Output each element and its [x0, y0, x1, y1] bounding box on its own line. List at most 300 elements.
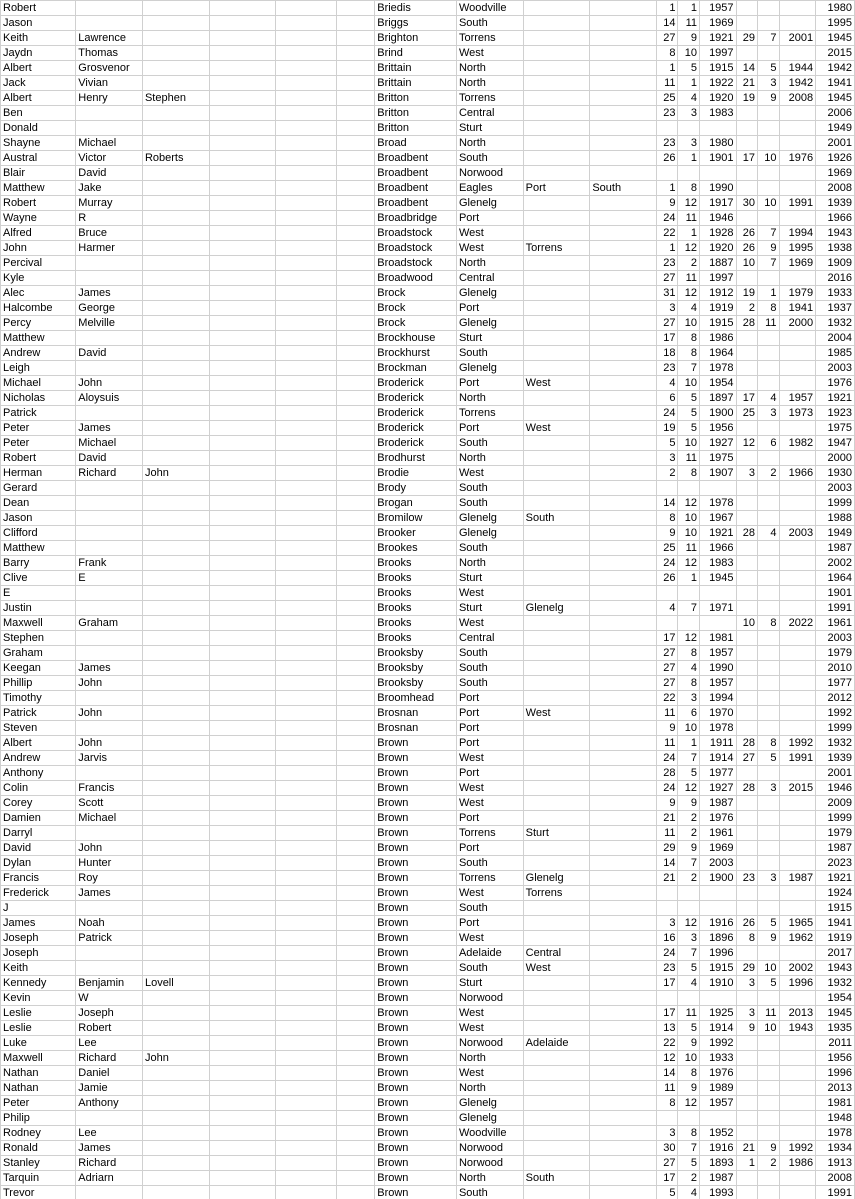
table-cell[interactable]: 8 — [678, 1066, 700, 1081]
table-cell[interactable]: 17 — [656, 331, 678, 346]
table-cell[interactable] — [656, 1111, 678, 1126]
table-cell[interactable] — [758, 661, 780, 676]
table-cell[interactable] — [276, 151, 336, 166]
table-cell[interactable] — [523, 1066, 590, 1081]
table-cell[interactable]: 1976 — [699, 1066, 736, 1081]
table-cell[interactable]: Brock — [375, 316, 457, 331]
table-cell[interactable]: 1971 — [699, 601, 736, 616]
table-cell[interactable] — [142, 1066, 209, 1081]
table-cell[interactable]: Brock — [375, 301, 457, 316]
table-cell[interactable] — [142, 196, 209, 211]
table-cell[interactable] — [736, 376, 758, 391]
table-cell[interactable]: 10 — [736, 616, 758, 631]
table-cell[interactable] — [779, 601, 816, 616]
table-cell[interactable]: 1956 — [699, 421, 736, 436]
table-cell[interactable] — [336, 571, 375, 586]
table-cell[interactable]: 26 — [736, 916, 758, 931]
table-cell[interactable]: West — [523, 376, 590, 391]
table-cell[interactable] — [779, 121, 816, 136]
table-cell[interactable]: Patrick — [1, 406, 76, 421]
table-cell[interactable] — [76, 361, 143, 376]
table-cell[interactable] — [336, 721, 375, 736]
table-cell[interactable]: 12 — [678, 496, 700, 511]
table-cell[interactable] — [142, 706, 209, 721]
table-cell[interactable]: 2 — [678, 871, 700, 886]
table-cell[interactable] — [656, 166, 678, 181]
table-cell[interactable] — [336, 496, 375, 511]
table-cell[interactable]: Brown — [375, 1051, 457, 1066]
table-cell[interactable]: 10 — [758, 1021, 780, 1036]
table-cell[interactable] — [736, 901, 758, 916]
table-cell[interactable] — [209, 766, 276, 781]
table-cell[interactable] — [590, 946, 657, 961]
table-cell[interactable]: 2002 — [816, 556, 855, 571]
table-cell[interactable] — [142, 406, 209, 421]
table-cell[interactable]: 1973 — [779, 406, 816, 421]
table-cell[interactable]: West — [456, 751, 523, 766]
table-row[interactable] — [1, 166, 855, 181]
table-cell[interactable] — [758, 496, 780, 511]
table-cell[interactable]: 3 — [678, 691, 700, 706]
table-cell[interactable] — [779, 796, 816, 811]
table-cell[interactable] — [523, 451, 590, 466]
table-cell[interactable] — [779, 1186, 816, 1199]
table-cell[interactable] — [523, 76, 590, 91]
table-cell[interactable] — [142, 331, 209, 346]
table-cell[interactable] — [758, 1036, 780, 1051]
table-cell[interactable]: 30 — [656, 1141, 678, 1156]
table-cell[interactable] — [523, 661, 590, 676]
table-cell[interactable]: 11 — [758, 316, 780, 331]
table-cell[interactable]: Glenelg — [456, 316, 523, 331]
table-cell[interactable]: 14 — [656, 16, 678, 31]
table-row[interactable] — [1, 226, 855, 241]
table-cell[interactable] — [736, 1066, 758, 1081]
table-cell[interactable] — [276, 826, 336, 841]
table-cell[interactable] — [336, 1156, 375, 1171]
table-cell[interactable]: 9 — [678, 796, 700, 811]
table-cell[interactable]: 1991 — [816, 1186, 855, 1199]
table-cell[interactable] — [758, 1051, 780, 1066]
table-cell[interactable] — [142, 526, 209, 541]
table-cell[interactable]: 9 — [678, 841, 700, 856]
table-cell[interactable] — [142, 1171, 209, 1186]
table-cell[interactable] — [276, 61, 336, 76]
table-cell[interactable]: 30 — [736, 196, 758, 211]
table-cell[interactable]: Norwood — [456, 166, 523, 181]
table-cell[interactable]: 1915 — [699, 316, 736, 331]
table-cell[interactable]: Port — [456, 301, 523, 316]
table-row[interactable] — [1, 271, 855, 286]
table-cell[interactable]: 1947 — [816, 436, 855, 451]
table-cell[interactable]: 1943 — [779, 1021, 816, 1036]
table-cell[interactable]: 17 — [736, 151, 758, 166]
table-cell[interactable] — [209, 841, 276, 856]
table-cell[interactable]: 1961 — [699, 826, 736, 841]
table-cell[interactable] — [656, 586, 678, 601]
table-cell[interactable] — [336, 31, 375, 46]
table-cell[interactable] — [209, 811, 276, 826]
table-cell[interactable] — [209, 91, 276, 106]
table-cell[interactable]: Brown — [375, 946, 457, 961]
table-cell[interactable] — [336, 301, 375, 316]
table-cell[interactable] — [336, 886, 375, 901]
table-cell[interactable] — [209, 631, 276, 646]
table-cell[interactable]: Leslie — [1, 1021, 76, 1036]
table-cell[interactable] — [523, 481, 590, 496]
table-cell[interactable] — [142, 16, 209, 31]
table-cell[interactable]: 11 — [656, 826, 678, 841]
table-cell[interactable]: Central — [523, 946, 590, 961]
table-row[interactable] — [1, 661, 855, 676]
table-cell[interactable] — [276, 916, 336, 931]
table-cell[interactable]: Brooks — [375, 631, 457, 646]
table-cell[interactable]: Brookes — [375, 541, 457, 556]
table-cell[interactable] — [209, 256, 276, 271]
table-cell[interactable]: Port — [456, 766, 523, 781]
table-cell[interactable]: 17 — [656, 976, 678, 991]
table-cell[interactable]: South — [456, 436, 523, 451]
table-cell[interactable] — [142, 736, 209, 751]
table-cell[interactable] — [678, 886, 700, 901]
table-cell[interactable] — [736, 571, 758, 586]
table-cell[interactable] — [758, 601, 780, 616]
table-cell[interactable] — [142, 481, 209, 496]
table-cell[interactable] — [336, 541, 375, 556]
table-cell[interactable]: 1980 — [816, 1, 855, 16]
table-cell[interactable]: 23 — [656, 136, 678, 151]
table-cell[interactable]: South — [456, 856, 523, 871]
table-cell[interactable]: Central — [456, 271, 523, 286]
table-cell[interactable] — [758, 586, 780, 601]
table-cell[interactable] — [523, 406, 590, 421]
table-cell[interactable]: 1915 — [699, 961, 736, 976]
table-cell[interactable] — [779, 841, 816, 856]
table-cell[interactable]: Philip — [1, 1111, 76, 1126]
table-cell[interactable]: Brodhurst — [375, 451, 457, 466]
table-cell[interactable] — [336, 76, 375, 91]
table-cell[interactable] — [736, 556, 758, 571]
table-cell[interactable]: Sturt — [456, 571, 523, 586]
table-cell[interactable] — [590, 661, 657, 676]
table-cell[interactable] — [779, 586, 816, 601]
table-cell[interactable]: Kevin — [1, 991, 76, 1006]
table-cell[interactable] — [523, 541, 590, 556]
table-cell[interactable] — [142, 721, 209, 736]
table-cell[interactable]: 8 — [678, 466, 700, 481]
table-cell[interactable] — [336, 856, 375, 871]
table-cell[interactable]: 1917 — [699, 196, 736, 211]
table-row[interactable] — [1, 1141, 855, 1156]
table-cell[interactable]: 1991 — [779, 196, 816, 211]
table-cell[interactable]: Wayne — [1, 211, 76, 226]
table-cell[interactable]: David — [1, 841, 76, 856]
table-cell[interactable]: Brown — [375, 976, 457, 991]
table-cell[interactable]: 1990 — [699, 181, 736, 196]
table-row[interactable] — [1, 151, 855, 166]
table-cell[interactable]: 9 — [678, 1081, 700, 1096]
table-cell[interactable] — [758, 646, 780, 661]
table-cell[interactable] — [590, 961, 657, 976]
table-cell[interactable] — [523, 346, 590, 361]
table-cell[interactable]: 29 — [736, 31, 758, 46]
table-cell[interactable] — [758, 331, 780, 346]
table-cell[interactable]: Port — [456, 811, 523, 826]
table-cell[interactable]: Torrens — [456, 871, 523, 886]
table-cell[interactable] — [336, 646, 375, 661]
table-cell[interactable]: 1912 — [699, 286, 736, 301]
table-row[interactable] — [1, 1081, 855, 1096]
table-cell[interactable]: Sturt — [456, 331, 523, 346]
table-cell[interactable]: E — [1, 586, 76, 601]
table-cell[interactable] — [336, 1126, 375, 1141]
table-cell[interactable]: Norwood — [456, 1141, 523, 1156]
table-cell[interactable] — [590, 811, 657, 826]
table-cell[interactable] — [276, 796, 336, 811]
table-cell[interactable] — [678, 616, 700, 631]
table-cell[interactable] — [779, 676, 816, 691]
table-cell[interactable] — [209, 526, 276, 541]
table-cell[interactable]: 8 — [656, 46, 678, 61]
table-cell[interactable]: 9 — [678, 31, 700, 46]
table-cell[interactable]: James — [76, 886, 143, 901]
table-cell[interactable]: 8 — [758, 301, 780, 316]
table-cell[interactable] — [209, 451, 276, 466]
table-cell[interactable]: Brown — [375, 766, 457, 781]
table-cell[interactable] — [336, 361, 375, 376]
table-cell[interactable] — [336, 601, 375, 616]
table-row[interactable] — [1, 76, 855, 91]
table-cell[interactable]: 9 — [656, 796, 678, 811]
table-cell[interactable] — [523, 211, 590, 226]
table-cell[interactable]: Kennedy — [1, 976, 76, 991]
table-cell[interactable] — [336, 766, 375, 781]
table-cell[interactable] — [209, 121, 276, 136]
table-cell[interactable]: Henry — [76, 91, 143, 106]
table-cell[interactable] — [736, 451, 758, 466]
table-row[interactable] — [1, 241, 855, 256]
table-cell[interactable] — [590, 976, 657, 991]
table-cell[interactable]: 1992 — [816, 706, 855, 721]
table-cell[interactable]: 23 — [656, 256, 678, 271]
table-row[interactable] — [1, 391, 855, 406]
table-cell[interactable] — [209, 181, 276, 196]
table-cell[interactable]: 1957 — [699, 646, 736, 661]
table-cell[interactable]: James — [1, 916, 76, 931]
table-cell[interactable]: Anthony — [1, 766, 76, 781]
table-cell[interactable] — [779, 136, 816, 151]
table-row[interactable] — [1, 931, 855, 946]
table-cell[interactable] — [209, 826, 276, 841]
table-cell[interactable]: 21 — [736, 76, 758, 91]
table-cell[interactable]: 1980 — [699, 136, 736, 151]
table-cell[interactable]: 19 — [736, 286, 758, 301]
table-cell[interactable] — [523, 856, 590, 871]
table-cell[interactable] — [590, 736, 657, 751]
table-cell[interactable]: 1990 — [699, 661, 736, 676]
table-cell[interactable] — [336, 676, 375, 691]
table-cell[interactable] — [336, 196, 375, 211]
table-cell[interactable] — [142, 346, 209, 361]
table-cell[interactable] — [523, 1141, 590, 1156]
table-cell[interactable]: Brockhouse — [375, 331, 457, 346]
table-cell[interactable] — [209, 856, 276, 871]
table-cell[interactable] — [590, 286, 657, 301]
table-cell[interactable]: 11 — [678, 16, 700, 31]
table-cell[interactable]: Stephen — [142, 91, 209, 106]
table-cell[interactable]: Percy — [1, 316, 76, 331]
table-cell[interactable] — [523, 1126, 590, 1141]
table-cell[interactable]: Brittain — [375, 76, 457, 91]
table-cell[interactable]: Brown — [375, 991, 457, 1006]
table-cell[interactable]: 1 — [656, 61, 678, 76]
table-cell[interactable] — [758, 796, 780, 811]
table-cell[interactable] — [590, 346, 657, 361]
table-cell[interactable] — [142, 991, 209, 1006]
table-cell[interactable] — [678, 901, 700, 916]
table-cell[interactable] — [142, 76, 209, 91]
table-cell[interactable]: 1900 — [699, 871, 736, 886]
table-row[interactable] — [1, 286, 855, 301]
table-cell[interactable]: Brown — [375, 886, 457, 901]
table-cell[interactable] — [736, 181, 758, 196]
table-cell[interactable] — [276, 571, 336, 586]
table-cell[interactable]: Graham — [76, 616, 143, 631]
table-cell[interactable] — [779, 826, 816, 841]
table-cell[interactable]: North — [456, 1051, 523, 1066]
table-cell[interactable]: Robert — [1, 196, 76, 211]
table-cell[interactable] — [336, 1186, 375, 1199]
table-row[interactable] — [1, 436, 855, 451]
table-cell[interactable]: 2 — [736, 301, 758, 316]
table-cell[interactable]: 1975 — [816, 421, 855, 436]
table-cell[interactable]: David — [76, 451, 143, 466]
table-cell[interactable]: 24 — [656, 556, 678, 571]
table-cell[interactable] — [779, 16, 816, 31]
table-cell[interactable] — [336, 1066, 375, 1081]
table-cell[interactable]: 14 — [656, 496, 678, 511]
table-cell[interactable]: Gerard — [1, 481, 76, 496]
table-cell[interactable] — [142, 841, 209, 856]
table-cell[interactable]: Sturt — [456, 601, 523, 616]
table-cell[interactable] — [276, 481, 336, 496]
table-cell[interactable]: Torrens — [456, 91, 523, 106]
table-cell[interactable] — [142, 496, 209, 511]
table-cell[interactable]: 1991 — [779, 751, 816, 766]
table-cell[interactable] — [336, 841, 375, 856]
table-cell[interactable] — [523, 571, 590, 586]
table-cell[interactable] — [656, 616, 678, 631]
table-cell[interactable] — [758, 346, 780, 361]
table-cell[interactable]: West — [456, 241, 523, 256]
table-cell[interactable]: 12 — [678, 241, 700, 256]
table-cell[interactable] — [276, 196, 336, 211]
table-row[interactable] — [1, 571, 855, 586]
table-cell[interactable] — [276, 1051, 336, 1066]
table-cell[interactable] — [209, 721, 276, 736]
table-cell[interactable] — [523, 556, 590, 571]
table-cell[interactable] — [736, 421, 758, 436]
table-cell[interactable]: Brooksby — [375, 661, 457, 676]
table-cell[interactable] — [209, 571, 276, 586]
table-cell[interactable] — [779, 886, 816, 901]
table-cell[interactable] — [779, 1036, 816, 1051]
table-row[interactable] — [1, 211, 855, 226]
table-cell[interactable] — [699, 481, 736, 496]
table-cell[interactable] — [142, 556, 209, 571]
table-cell[interactable]: South — [456, 646, 523, 661]
table-row[interactable] — [1, 856, 855, 871]
table-cell[interactable]: 23 — [656, 961, 678, 976]
table-cell[interactable] — [142, 901, 209, 916]
table-cell[interactable] — [590, 241, 657, 256]
table-cell[interactable]: 2001 — [779, 31, 816, 46]
table-cell[interactable] — [590, 301, 657, 316]
table-cell[interactable]: 10 — [678, 511, 700, 526]
table-cell[interactable] — [336, 661, 375, 676]
table-row[interactable] — [1, 676, 855, 691]
table-cell[interactable]: 8 — [678, 331, 700, 346]
table-cell[interactable] — [142, 1096, 209, 1111]
table-cell[interactable] — [523, 196, 590, 211]
table-row[interactable] — [1, 346, 855, 361]
table-cell[interactable]: Harmer — [76, 241, 143, 256]
table-cell[interactable] — [276, 871, 336, 886]
table-cell[interactable] — [590, 1156, 657, 1171]
table-cell[interactable] — [276, 841, 336, 856]
table-cell[interactable]: Woodville — [456, 1, 523, 16]
table-cell[interactable]: Richard — [76, 1156, 143, 1171]
table-cell[interactable]: 1941 — [779, 301, 816, 316]
table-cell[interactable]: 1943 — [816, 226, 855, 241]
table-cell[interactable] — [736, 646, 758, 661]
table-cell[interactable]: 2015 — [816, 46, 855, 61]
table-cell[interactable]: 1 — [678, 736, 700, 751]
table-cell[interactable] — [523, 106, 590, 121]
table-cell[interactable]: Aloysuis — [76, 391, 143, 406]
table-cell[interactable]: John — [142, 1051, 209, 1066]
table-cell[interactable]: Brockman — [375, 361, 457, 376]
table-cell[interactable] — [76, 766, 143, 781]
table-cell[interactable]: Ben — [1, 106, 76, 121]
table-cell[interactable] — [142, 391, 209, 406]
table-row[interactable] — [1, 421, 855, 436]
table-cell[interactable]: West — [456, 466, 523, 481]
table-cell[interactable]: 1919 — [699, 301, 736, 316]
table-cell[interactable] — [209, 286, 276, 301]
table-cell[interactable]: Dylan — [1, 856, 76, 871]
table-cell[interactable]: West — [456, 886, 523, 901]
table-cell[interactable] — [336, 346, 375, 361]
table-cell[interactable]: 1977 — [699, 766, 736, 781]
table-cell[interactable]: 10 — [678, 436, 700, 451]
table-cell[interactable]: Brown — [375, 1066, 457, 1081]
table-cell[interactable]: 10 — [678, 1051, 700, 1066]
table-row[interactable] — [1, 1066, 855, 1081]
table-cell[interactable]: 1939 — [816, 751, 855, 766]
table-cell[interactable] — [758, 541, 780, 556]
table-cell[interactable]: 2002 — [779, 961, 816, 976]
table-cell[interactable]: Brooks — [375, 601, 457, 616]
table-cell[interactable]: 25 — [736, 406, 758, 421]
table-cell[interactable]: 1915 — [699, 61, 736, 76]
table-cell[interactable]: 8 — [678, 181, 700, 196]
table-cell[interactable]: 5 — [656, 436, 678, 451]
table-cell[interactable] — [209, 166, 276, 181]
table-cell[interactable] — [523, 61, 590, 76]
table-cell[interactable]: 2003 — [779, 526, 816, 541]
table-cell[interactable] — [76, 496, 143, 511]
